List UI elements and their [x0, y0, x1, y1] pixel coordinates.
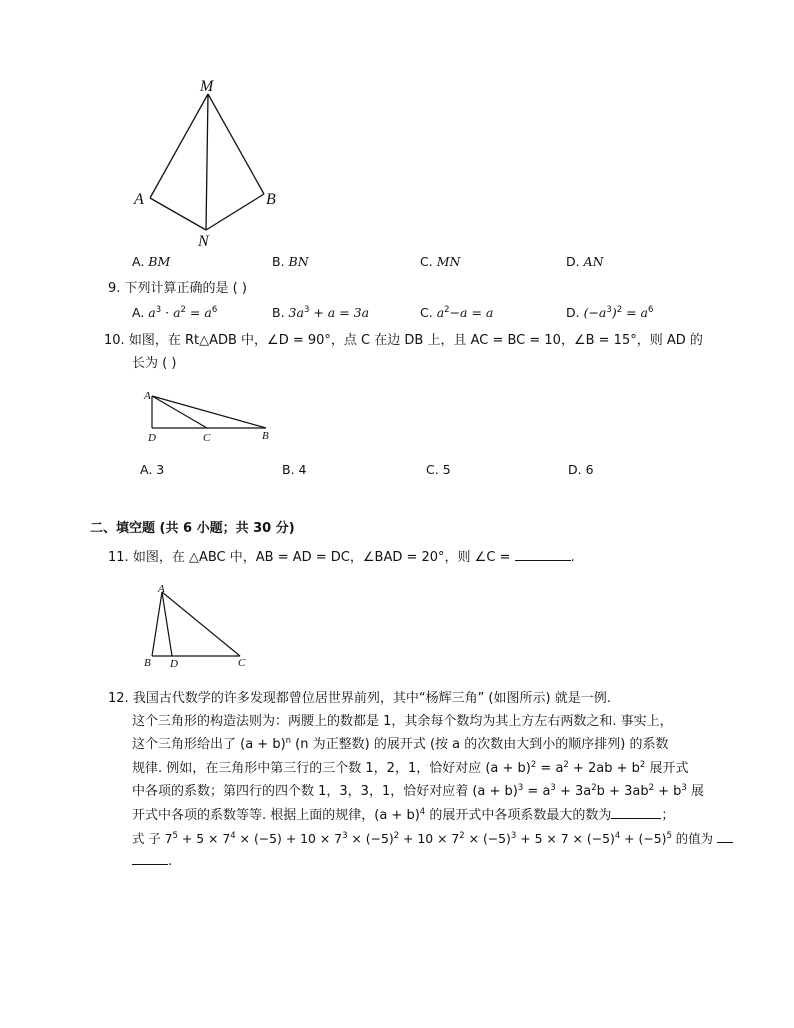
- segment-bn: [206, 194, 264, 230]
- q10-label-c: C: [203, 432, 211, 444]
- q8-option-a[interactable]: A. BM: [132, 254, 171, 269]
- segment-mn: [206, 94, 208, 230]
- kite-figure: [120, 72, 300, 252]
- q12-line-1: 12. 我国古代数学的许多发现都曾位居世界前列，其中“杨辉三角” (如图所示) 就是一例.: [108, 691, 611, 706]
- q12-line-3: 这个三角形给出了 $(a + b)^n$ (n 为正整数) 的展开式 (按 a 的次数由大到小的顺序排列) 的系数: [132, 736, 669, 752]
- q11-answer-blank[interactable]: [515, 548, 571, 561]
- q12-answer-blank-1[interactable]: [611, 806, 661, 819]
- q10-option-d[interactable]: D. 6: [568, 462, 594, 477]
- q10-label-a: A: [144, 390, 151, 402]
- q12-answer-blank-2b[interactable]: [132, 852, 168, 865]
- q12-answer-blank-2a[interactable]: [717, 830, 733, 843]
- q10-label-d: D: [148, 432, 156, 444]
- section-title: 二、填空题 (共 6 小题；共 30 分): [90, 521, 295, 536]
- q10-option-c[interactable]: C. 5: [426, 462, 451, 477]
- q9-option-b[interactable]: B. $3a^3 + a = 3a$: [272, 305, 370, 320]
- q12-line-2: 这个三角形的构造法则为：两腰上的数都是 1，其余每个数均为其上方左右两数之和. 事实上，: [132, 714, 673, 729]
- segment-an: [150, 198, 206, 230]
- segment-ma: [150, 94, 208, 198]
- q10-figure: [140, 384, 280, 446]
- segment-mb: [208, 94, 264, 194]
- q12-line-4: 规律. 例如，在三角形中第三行的三个数 1，2，1，恰好对应 $(a + b)^2 = a^2 + 2ab + b^2$ 展开式: [132, 760, 689, 776]
- q12-line-7: 式 子 $7^5 + 5 \times 7^4 \times (-5) + 10 \times 7^3 \times (-5)^2 + 10 \times 7^2 \times (-5)^3 + 5 \times 7 \times (-5)^4 + (-5)^5$ 的值为: [132, 830, 733, 848]
- q12-line-6: 开式中各项的系数等等. 根据上面的规律，$(a + b)^4$ 的展开式中各项系数最大的数为 ；: [132, 807, 675, 823]
- label-m: M: [200, 78, 214, 95]
- q9-option-d[interactable]: D. $(-a^3)^2 = a^6$: [566, 305, 654, 320]
- q8-option-c[interactable]: C. MN: [420, 254, 461, 269]
- label-b: B: [266, 191, 276, 208]
- q11-label-a: A: [158, 583, 165, 595]
- q11-label-c: C: [238, 657, 246, 669]
- q9-option-a[interactable]: A. $a^3 \cdot a^2 = a^6$: [132, 305, 218, 320]
- q10-stem-line1: 10. 如图，在 Rt△ADB 中，∠D = 90°，点 C 在边 DB 上，且 AC = BC = 10，∠B = 15°，则 AD 的: [104, 333, 703, 348]
- q8-option-d[interactable]: D. AN: [566, 254, 604, 269]
- q9-option-c[interactable]: C. $a^2-a = a$: [420, 305, 494, 320]
- q10-label-b: B: [262, 430, 269, 442]
- label-n: N: [198, 233, 209, 250]
- q10-option-b[interactable]: B. 4: [282, 462, 307, 477]
- q11-figure: [140, 580, 252, 672]
- q9-stem: 9. 下列计算正确的是 ( ): [108, 281, 247, 296]
- q11-label-b: B: [144, 657, 151, 669]
- q11-stem: 11. 如图，在 △ABC 中，AB = AD = DC，∠BAD = 20°，则 ∠C = .: [108, 550, 575, 565]
- q11-label-d: D: [170, 658, 178, 670]
- q12-line-8: .: [132, 852, 172, 871]
- q8-option-b[interactable]: B. BN: [272, 254, 309, 269]
- label-a: A: [134, 191, 144, 208]
- q12-line-5: 中各项的系数；第四行的四个数 1，3，3，1，恰好对应着 $(a + b)^3 = a^3 + 3a^2b + 3ab^2 + b^3$ 展: [132, 783, 704, 799]
- q10-option-a[interactable]: A. 3: [140, 462, 165, 477]
- q10-stem-line2: 长为 ( ): [132, 356, 177, 371]
